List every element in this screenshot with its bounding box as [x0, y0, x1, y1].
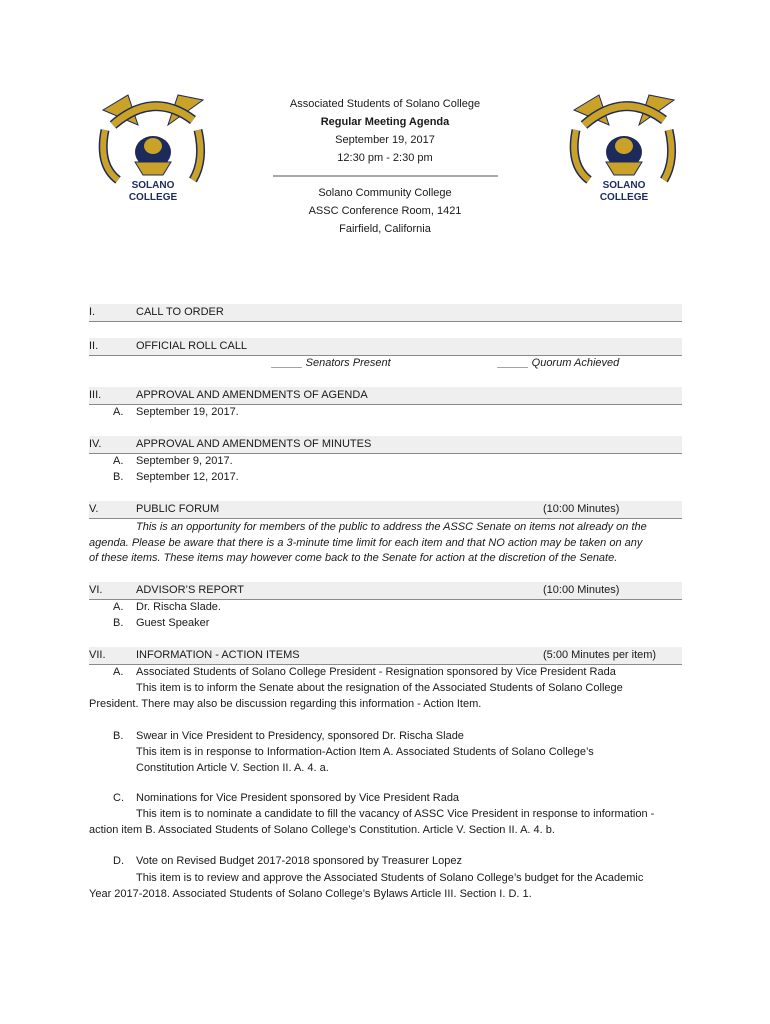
section-title: APPROVAL AND AMENDMENTS OF MINUTES	[136, 438, 372, 450]
meeting-location	[235, 184, 535, 238]
item-letter: B.	[113, 471, 124, 483]
section-number: III.	[89, 389, 102, 401]
action-item-title: Nominations for Vice President sponsored by Vice President Rada	[136, 792, 460, 804]
list-item: September 19, 2017.	[136, 406, 239, 418]
svg-text:SOLANO: SOLANO	[131, 180, 175, 191]
list-item: Guest Speaker	[136, 617, 210, 629]
meeting-date: September 19, 2017	[335, 134, 435, 146]
meeting-time: 12:30 pm - 2:30 pm	[337, 152, 433, 164]
location-line-1: Solano Community College	[318, 187, 452, 199]
forum-note-line-3: of these items. These items may however come back to the Senate for action at the discretion of the Senate.	[89, 552, 618, 564]
quorum-achieved: _____ Quorum Achieved	[498, 357, 620, 369]
item-letter: C.	[113, 792, 124, 804]
section-number: V.	[89, 503, 99, 515]
section-number: II.	[89, 340, 99, 352]
action-item-title: Swear in Vice President to Presidency, sponsored Dr. Rischa Slade	[136, 730, 464, 742]
action-item-desc: Constitution Article V. Section II. A. 4. a.	[136, 762, 329, 774]
item-letter: D.	[113, 855, 124, 867]
section-title: OFFICIAL ROLL CALL	[136, 340, 248, 352]
svg-text:SOLANO: SOLANO	[602, 180, 646, 191]
forum-note-line-2: agenda. Please be aware that there is a 3-minute time limit for each item and that NO action may be taken on any	[89, 537, 643, 549]
svg-text:COLLEGE: COLLEGE	[128, 192, 178, 203]
section-number: I.	[89, 306, 96, 318]
action-item-title: Associated Students of Solano College President - Resignation sponsored by Vice President Rada	[136, 666, 616, 678]
agenda-title: Regular Meeting Agenda	[320, 116, 450, 128]
section-title: PUBLIC FORUM	[136, 503, 220, 515]
action-item-desc: President. There may also be discussion regarding this information - Action Item.	[89, 698, 482, 710]
action-item-desc: Year 2017-2018. Associated Students of Solano College’s Bylaws Article III. Section I. D. 1.	[89, 888, 532, 900]
assc-logo-right	[564, 90, 684, 205]
item-letter: A.	[113, 455, 124, 467]
svg-text:COLLEGE: COLLEGE	[599, 192, 649, 203]
section-time: (5:00 Minutes per item)	[543, 649, 657, 661]
location-line-2: ASSC Conference Room, 1421	[308, 205, 462, 217]
section-number: VI.	[89, 584, 103, 596]
list-item: September 9, 2017.	[136, 455, 233, 467]
item-letter: B.	[113, 730, 124, 742]
org-name: Associated Students of Solano College	[289, 98, 481, 110]
section-time: (10:00 Minutes)	[543, 503, 620, 515]
action-item-desc: action item B. Associated Students of Solano College’s Constitution. Article V. Section II. A. 4. b.	[89, 824, 555, 836]
section-number: IV.	[89, 438, 102, 450]
section-title: ADVISOR’S REPORT	[136, 584, 244, 596]
action-item-desc: This item is to nominate a candidate to fill the vacancy of ASSC Vice President in response to information -	[136, 808, 655, 820]
section-time: (10:00 Minutes)	[543, 584, 620, 596]
assc-logo-left	[93, 90, 213, 205]
agenda-header	[235, 95, 535, 167]
list-item: Dr. Rischa Slade.	[136, 601, 221, 613]
section-title: INFORMATION - ACTION ITEMS	[136, 649, 300, 661]
item-letter: A.	[113, 666, 124, 678]
section-title: CALL TO ORDER	[136, 306, 224, 318]
item-letter: B.	[113, 617, 124, 629]
location-line-3: Fairfield, California	[339, 223, 431, 235]
section-title: APPROVAL AND AMENDMENTS OF AGENDA	[136, 389, 368, 401]
list-item: September 12, 2017.	[136, 471, 239, 483]
action-item-title: Vote on Revised Budget 2017-2018 sponsored by Treasurer Lopez	[136, 855, 462, 867]
forum-note-line-1: This is an opportunity for members of the public to address the ASSC Senate on items not already on the	[136, 521, 647, 533]
item-letter: A.	[113, 601, 124, 613]
senators-present: _____ Senators Present	[272, 357, 391, 369]
action-item-desc: This item is in response to Information-Action Item A. Associated Students of Solano College’s	[136, 746, 594, 758]
header-divider	[273, 175, 498, 177]
action-item-desc: This item is to review and approve the Associated Students of Solano College’s budget for the Academic	[136, 872, 644, 884]
action-item-desc: This item is to inform the Senate about the resignation of the Associated Students of Solano College	[136, 682, 623, 694]
section-number: VII.	[89, 649, 106, 661]
item-letter: A.	[113, 406, 124, 418]
